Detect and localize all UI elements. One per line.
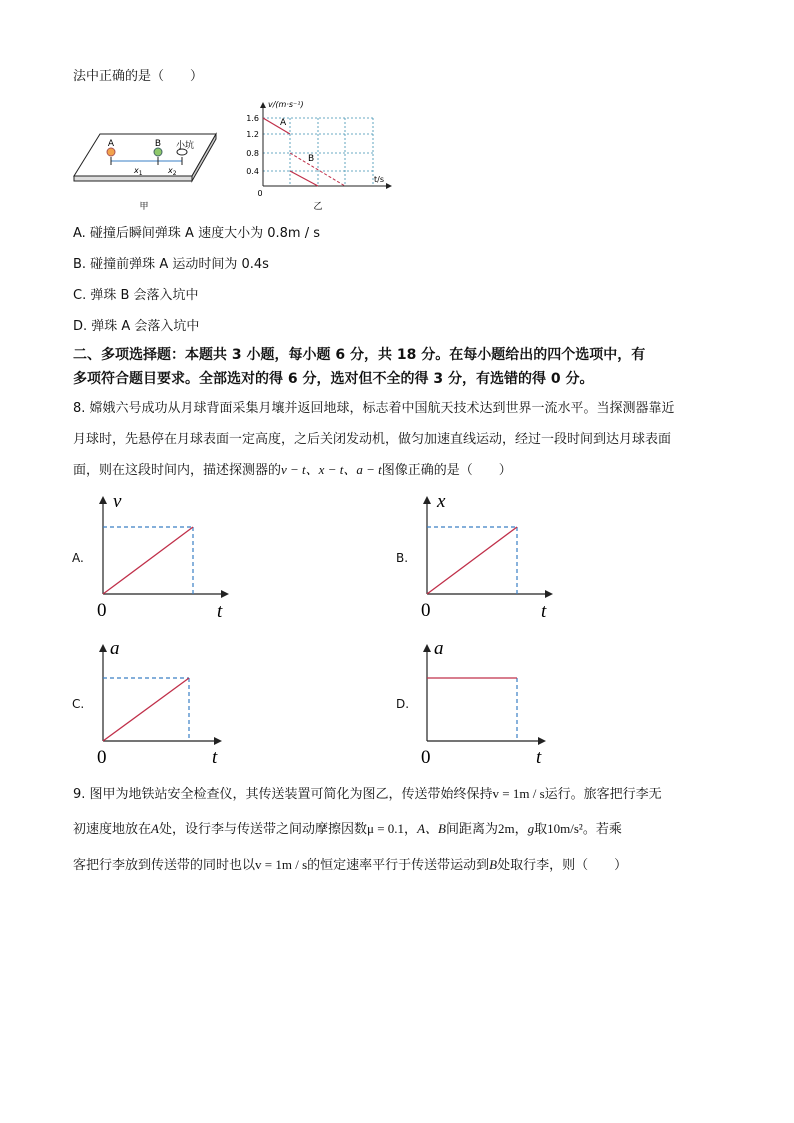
pit-label: 小坑: [175, 141, 195, 151]
figure-yi-label: 乙: [313, 202, 323, 212]
q9-speed: v = 1m / s: [492, 786, 545, 801]
ball-b-label: B: [154, 139, 162, 149]
q9-g-value: 10m/s²: [547, 821, 583, 836]
graph-c-origin: 0: [97, 747, 107, 768]
q7-option-c: C. 弹珠 B 会落入坑中: [73, 288, 199, 303]
graph-b-line: [427, 527, 517, 594]
graph-d-y-label: a: [434, 638, 444, 659]
q8-graph-b: [412, 490, 562, 625]
tick-y-2: 1.2: [246, 130, 259, 139]
line-b: [290, 153, 345, 186]
x1-label: $x_1$: [134, 166, 143, 177]
q8-option-c-label: C.: [72, 697, 85, 711]
tick-y-1: 1.6: [246, 114, 259, 123]
x2-label: $x_2$: [168, 166, 177, 177]
q7-option-d: D. 弹珠 A 会落入坑中: [73, 319, 200, 334]
q8-graph-c: [88, 636, 238, 771]
q7-option-a: A. 碰撞后瞬间弹珠 A 速度大小为 0.8m / s: [73, 226, 320, 241]
y-axis-label: v/(m·s⁻¹): [268, 100, 304, 109]
q8-graph-a: [88, 490, 238, 625]
q8-line3: 面，则在这段时间内，描述探测器的v − t、x − t、a − t图像正确的是（ ）: [73, 462, 512, 478]
graph-a-y-label: v: [113, 491, 122, 512]
figure-jia: [70, 128, 220, 213]
q8-line2: 月球时，先悬停在月球表面一定高度，之后关闭发动机，做匀加速直线运动，经过一段时间到达月球表面: [73, 432, 672, 447]
graph-b-origin: 0: [421, 600, 431, 621]
q8-option-b-label: B.: [396, 551, 409, 565]
q7-option-b: B. 碰撞前弹珠 A 运动时间为 0.4s: [73, 257, 269, 272]
ball-a-label: A: [107, 139, 115, 149]
q8-option-d-label: D.: [396, 697, 410, 711]
tick-y-3: 0.8: [246, 149, 259, 158]
graph-a-x-label: t: [217, 601, 223, 622]
graph-b-x-label: t: [541, 601, 547, 622]
q9-line3: 客把行李放到传送带的同时也以v = 1m / s的恒定速率平行于传送带运动到B处取行李，则（ ）: [73, 857, 628, 873]
ball-b: [154, 148, 162, 156]
ball-a: [107, 148, 115, 156]
figure-yi: [240, 98, 400, 213]
q9-mu: μ = 0.1: [366, 821, 405, 836]
section2-heading-line2: 多项符合题目要求。全部选对的得 6 分，选对但不全的得 3 分，有选错的得 0 分。: [73, 371, 594, 387]
graph-a-line: [103, 527, 193, 594]
section2-heading-line1: 二、多项选择题：本题共 3 小题，每小题 6 分，共 18 分。在每小题给出的四个选项中，有: [73, 347, 646, 363]
q7-intro: 法中正确的是（ ）: [73, 69, 204, 84]
q9-line1: 9. 图甲为地铁站安全检查仪，其传送装置可简化为图乙，传送带始终保持v = 1m / s运行。旅客把行李无: [73, 786, 662, 802]
graph-c-x-label: t: [212, 747, 218, 768]
graph-a-origin: 0: [97, 600, 107, 621]
q8-option-a-label: A.: [72, 551, 84, 565]
line-a-label: A: [280, 118, 287, 128]
graph-d-x-label: t: [536, 747, 542, 768]
graph-c-y-label: a: [110, 638, 120, 659]
q8-graph-d: [412, 636, 562, 771]
figure-jia-label: 甲: [139, 202, 149, 212]
line-b-label: B: [308, 154, 315, 164]
x-axis-label: t/s: [374, 175, 384, 184]
tick-y-4: 0.4: [246, 167, 259, 176]
origin-label: 0: [257, 189, 263, 198]
board-top: [74, 134, 216, 176]
graph-d-origin: 0: [421, 747, 431, 768]
q8-graph-list: v − t、x − t、a − t: [281, 462, 382, 477]
graph-c-line: [103, 678, 189, 741]
q8-line1: 8. 嫦娥六号成功从月球背面采集月壤并返回地球，标志着中国航天技术达到世界一流水平。当探测器靠近: [73, 401, 675, 416]
line-a-after: [290, 171, 318, 186]
q9-line2: 初速度地放在A处，设行李与传送带之间动摩擦因数μ = 0.1，A、B间距离为2m，g取10m/s²。若乘: [73, 821, 622, 837]
graph-b-y-label: x: [437, 491, 446, 512]
